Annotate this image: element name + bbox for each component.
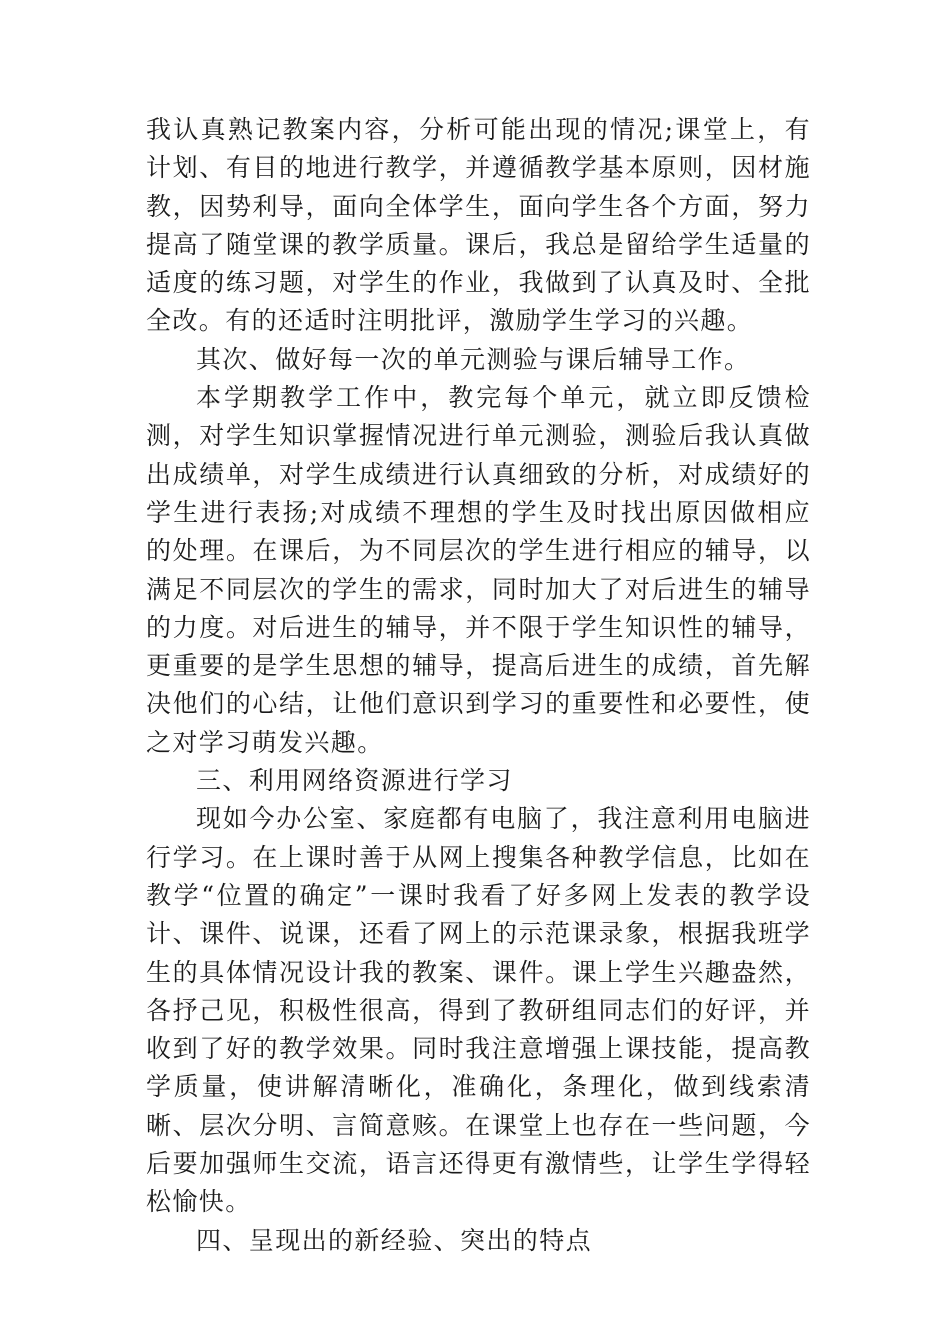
section-heading-new-experience: 四、呈现出的新经验、突出的特点 — [196, 1225, 593, 1255]
section-heading-network-resources: 三、利用网络资源进行学习 — [196, 766, 513, 796]
paragraph-heading-unit-tests: 其次、做好每一次的单元测验与课后辅导工作。 — [196, 344, 751, 374]
paragraph-continued-preparation: 我认真熟记教案内容，分析可能出现的情况;课堂上，有计划、有目的地进行教学，并遵循教学基本原则，因材施教，因势利导，面向全体学生，面向学生各个方面，努力提高了随堂课的教学质量。课后，我总是留给学生适量的适度的练习题，对学生的作业，我做到了认真及时、全批全改。有的还适时注明批评，激励学生学习的兴趣。 — [146, 115, 811, 336]
paragraph-unit-tests-tutoring: 本学期教学工作中，教完每个单元，就立即反馈检测，对学生知识掌握情况进行单元测验，测验后我认真做出成绩单，对学生成绩进行认真细致的分析，对成绩好的学生进行表扬;对成绩不理想的学生及时找出原因做相应的处理。在课后，为不同层次的学生进行相应的辅导，以满足不同层次的学生的需求，同时加大了对后进生的辅导的力度。对后进生的辅导，并不限于学生知识性的辅导，更重要的是学生思想的辅导，提高后进生的成绩，首先解决他们的心结，让他们意识到学习的重要性和必要性，使之对学习萌发兴趣。 — [146, 383, 811, 757]
document-body — [146, 111, 811, 1260]
paragraph-network-learning: 现如今办公室、家庭都有电脑了，我注意利用电脑进行学习。在上课时善于从网上搜集各种教学信息，比如在教学“位置的确定”一课时我看了好多网上发表的教学设计、课件、说课，还看了网上的示范课录象，根据我班学生的具体情况设计我的教案、课件。课上学生兴趣盎然，各抒己见，积极性很高，得到了教研组同志们的好评，并收到了好的教学效果。同时我注意增强上课技能，提高教学质量，使讲解清晰化，准确化，条理化，做到线索清晰、层次分明、言简意赅。在课堂上也存在一些问题，今后要加强师生交流，语言还得更有激情些，让学生学得轻松愉快。 — [146, 804, 811, 1217]
